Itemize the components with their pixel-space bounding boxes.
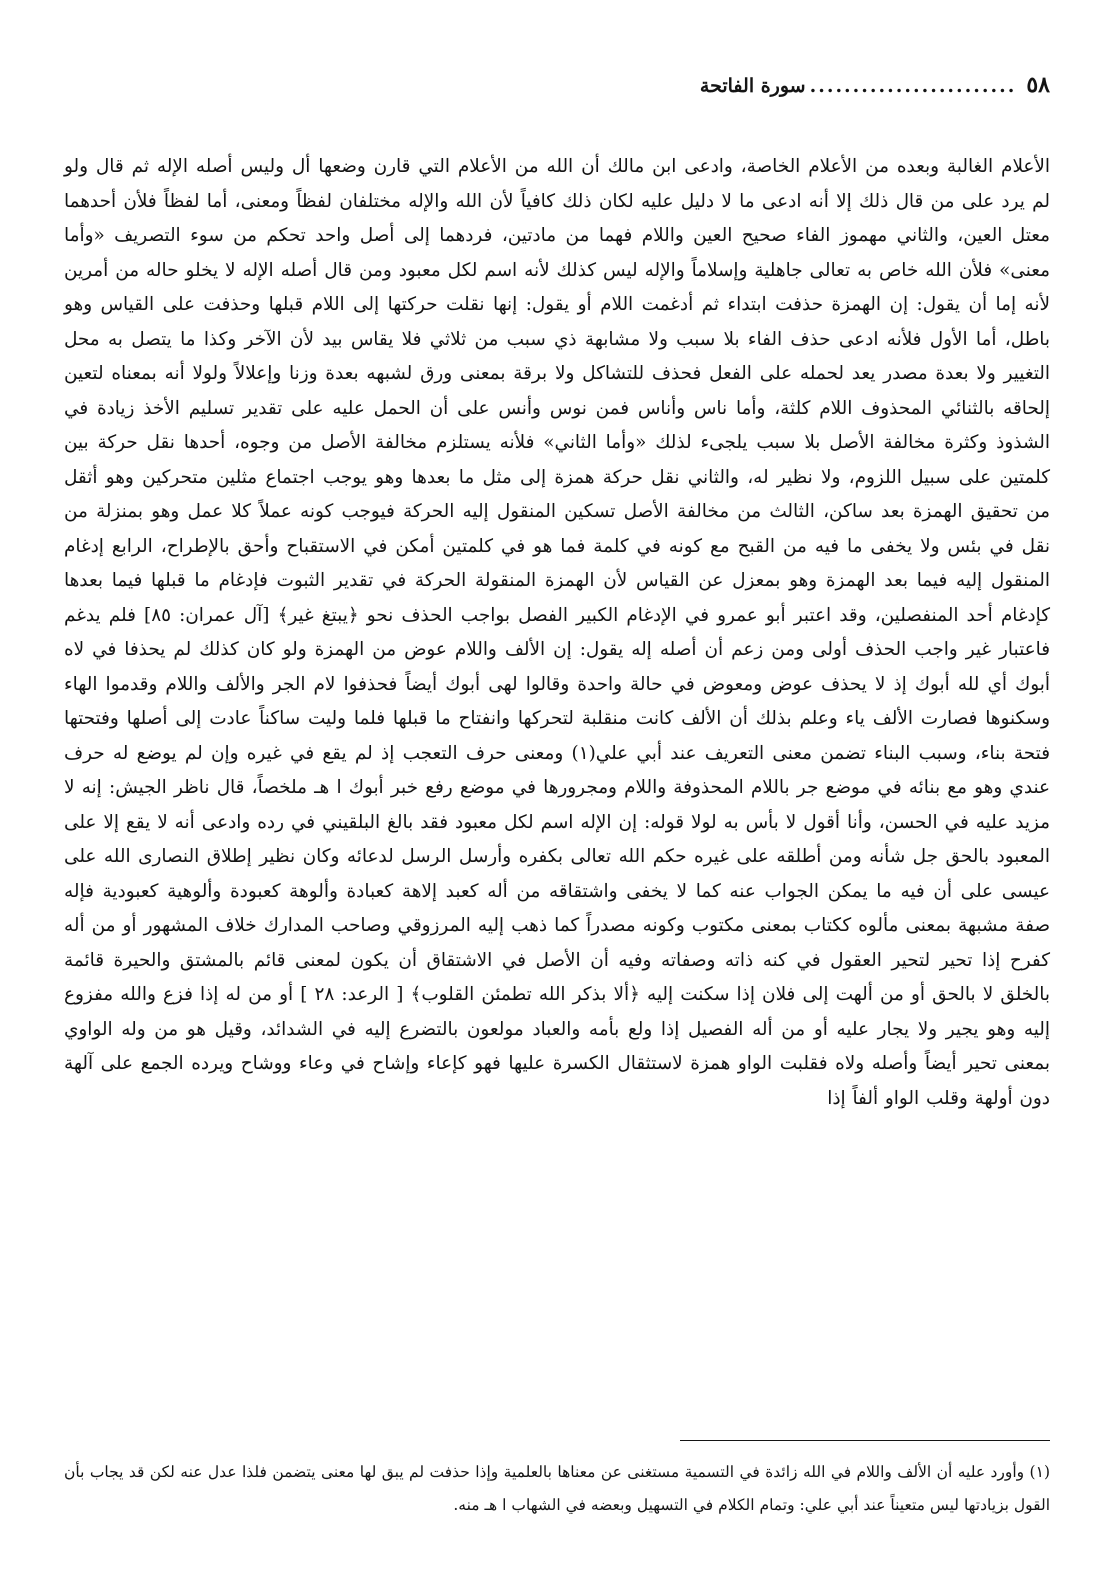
- footnote-1: (١) وأورد عليه أن الألف واللام في الله زائدة في التسمية مستغنى عن معناها بالعلمية وإذا حذفت لم يبق لها معنى يتضمن فلذا عدل عنه لكن قد يجاب بأن القول بزيادتها ليس متعيناً عند أبي علي: وتمام الكلام في التسهيل وبعضه في الشهاب ا هـ منه.: [64, 1463, 1050, 1514]
- leader-dots: ........................: [809, 75, 1017, 97]
- page-number: ٥٨: [1026, 72, 1050, 98]
- body-text: [64, 150, 1050, 1116]
- running-header: [64, 72, 1050, 112]
- body-paragraph: الأعلام الغالبة وبعده من الأعلام الخاصة، وادعى ابن مالك أن الله من الأعلام التي قارن وضعها أل وليس أصله الإله ثم قال ولو لم يرد على من قال ذلك إلا أنه ادعى ما لا دليل عليه لكان ذلك كافياً لأن الله والإله مختلفان لفظاً ومعنى، أما لفظاً فلأن أحدهما معتل العين، والثاني مهموز الفاء صحيح العين واللام فهما من مادتين، فردهما إلى أصل واحد تحكم من سوء التصريف «وأما معنى» فلأن الله خاص به تعالى جاهلية وإسلاماً والإله ليس كذلك لأنه اسم لكل معبود ومن قال أصله الإله لا يخلو حاله من أمرين لأنه إما أن يقول: إن الهمزة حذفت ابتداء ثم أدغمت اللام أو يقول: إنها نقلت حركتها إلى اللام قبلها وحذفت على القياس وهو باطل، أما الأول فلأنه ادعى حذف الفاء بلا سبب ولا مشابهة ذي سبب من ثلاثي فلا يقاس بيد لأن الآخر وكذا ما يتصل به محل التغيير ولا بعدة مصدر يعد لحمله على الفعل فحذف للتشاكل ولا برقة بمعنى ورق لشبهه بعدة وزنا وإعلالاً ولولا أنه بمعناه لتعين إلحاقه بالثنائي المحذوف اللام كلثة، وأما ناس وأناس فمن نوس وأنس على أن الحمل عليه على تقدير تسليم الأخذ زيادة في الشذوذ وكثرة مخالفة الأصل بلا سبب يلجىء لذلك «وأما الثاني» فلأنه يستلزم مخالفة الأصل من وجوه، أحدها نقل حركة بين كلمتين على سبيل اللزوم، ولا نظير له، والثاني نقل حركة همزة إلى مثل ما بعدها وهو يوجب اجتماع مثلين متحركين وهو أثقل من تحقيق الهمزة بعد ساكن، الثالث من مخالفة الأصل تسكين المنقول إليه الحركة فيوجب كونه عملاً كلا عمل وهو بمنزلة من نقل في بئس ولا يخفى ما فيه من القبح مع كونه في كلمة فما هو في كلمتين أمكن في الاستقباح وأحق بالإطراح، الرابع إدغام المنقول إليه فيما بعد الهمزة وهو بمعزل عن القياس لأن الهمزة المنقولة الحركة في تقدير الثبوت فإدغام ما قبلها فيما بعدها كإدغام أحد المنفصلين، وقد اعتبر أبو عمرو في الإدغام الكبير الفصل بواجب الحذف نحو ﴿يبتغ غير﴾ [آل عمران: ٨٥] فلم يدغم فاعتبار غير واجب الحذف أولى ومن زعم أن أصله إله يقول: إن الألف واللام عوض من الهمزة ولو كان كذلك لم يحذفا في لاه أبوك أي لله أبوك إذ لا يحذف عوض ومعوض في حالة واحدة وقالوا لهى أبوك أيضاً فحذفوا لام الجر والألف واللام وقدموا الهاء وسكنوها فصارت الألف ياء وعلم بذلك أن الألف كانت منقلبة لتحركها وانفتاح ما قبلها فلما وليت ساكناً عادت إلى أصلها وفتحتها فتحة بناء، وسبب البناء تضمن معنى التعريف عند أبي علي(١) ومعنى حرف التعجب إذ لم يقع في غيره وإن لم يوضع له حرف عندي وهو مع بنائه في موضع جر باللام المحذوفة واللام ومجرورها في موضع رفع خبر أبوك ا هـ ملخصاً، قال ناظر الجيش: إنه لا مزيد عليه في الحسن، وأنا أقول لا بأس به لولا قوله: إن الإله اسم لكل معبود فقد بالغ البلقيني في رده وادعى أنه لا يقع إلا على المعبود بالحق جل شأنه ومن أطلقه على غيره حكم الله تعالى بكفره وأرسل الرسل لدعائه وكان نظير إطلاق النصارى الله على عيسى على أن فيه ما يمكن الجواب عنه كما لا يخفى واشتقاقه من أله كعبد إلاهة كعبادة وألوهة كعبودة وألوهية كعبودية فإله صفة مشبهة بمعنى مألوه ككتاب بمعنى مكتوب وكونه مصدراً كما ذهب إليه المرزوقي وصاحب المدارك خلاف المشهور أو من أله كفرح إذا تحير لتحير العقول في كنه ذاته وصفاته وفيه أن الأصل في الاشتقاق أن يكون لمعنى قائم بالمشتق والحيرة قائمة بالخلق لا بالحق أو من ألهت إلى فلان إذا سكنت إليه ﴿ألا بذكر الله تطمئن القلوب﴾ [ الرعد: ٢٨ ] أو من له إذا فزع والله مفزوع إليه وهو يجير ولا يجار عليه أو من أله الفصيل إذا ولع بأمه والعباد مولعون بالتضرع إليه في الشدائد، وقيل هو من وله الواوي بمعنى تحير أيضاً وأصله ولاه فقلبت الواو همزة لاستثقال الكسرة عليها فهو كإعاء وإشاح في وعاء ووشاح ويرده الجمع على آلهة دون أولهة وقلب الواو ألفاً إذا: [64, 156, 1051, 1109]
- document-page: [64, 72, 1050, 1552]
- footnotes: [64, 1456, 1050, 1522]
- footnote-separator: [680, 1440, 1050, 1441]
- chapter-title: سورة الفاتحة: [699, 75, 806, 97]
